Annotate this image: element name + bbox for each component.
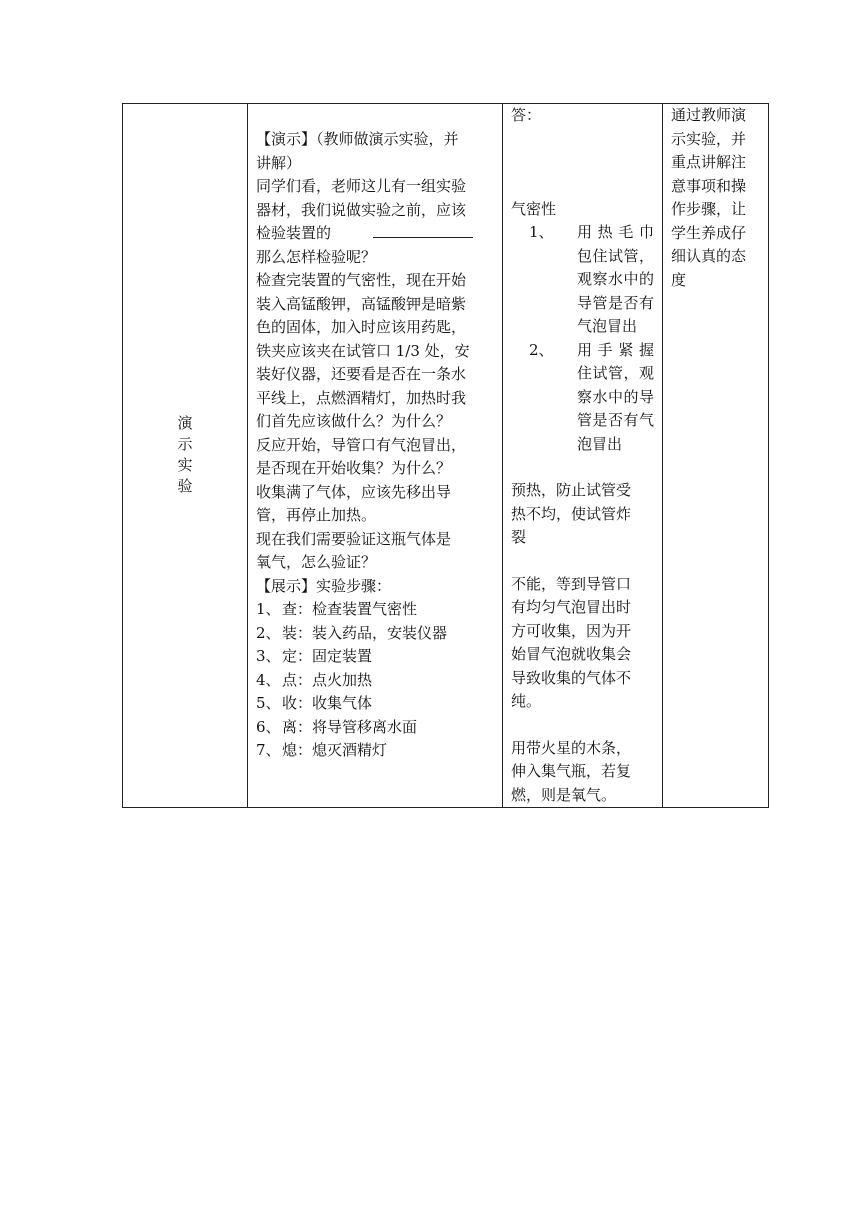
method-line: 气泡冒出 bbox=[577, 317, 638, 335]
method-text bbox=[577, 221, 654, 339]
section-cell bbox=[123, 104, 248, 808]
step-number: 7、 bbox=[256, 741, 281, 759]
demo-intro-text: （教师做演示实验，并 bbox=[316, 130, 459, 148]
show-tag: 【展示】 bbox=[256, 576, 317, 595]
answer-verify-line: 用带火星的木条， bbox=[511, 738, 632, 757]
method-line: 住试管，观 bbox=[577, 364, 654, 382]
step-text: 定：固定装置 bbox=[282, 647, 373, 665]
step-number: 2、 bbox=[256, 623, 281, 642]
demo-p3-line: 现在我们需要验证这瓶气体是 bbox=[256, 529, 452, 548]
answer-verify-line: 燃，则是氧气。 bbox=[511, 785, 617, 804]
demo-p3-line: 是否现在开始收集？为什么？ bbox=[256, 459, 452, 477]
purpose-line: 作步骤，让 bbox=[671, 200, 747, 218]
method-number: 2、 bbox=[529, 340, 554, 359]
step-number: 5、 bbox=[256, 694, 281, 712]
purpose-line: 重点讲解注 bbox=[671, 153, 747, 171]
list-item bbox=[256, 739, 494, 763]
method-line: 泡冒出 bbox=[577, 434, 623, 453]
answer-no-line: 始冒气泡就收集会 bbox=[511, 645, 632, 663]
demo-p1-last bbox=[256, 222, 494, 246]
method-line: 包住试管， bbox=[577, 246, 654, 265]
answer-preheat-line: 预热，防止试管受 bbox=[511, 481, 632, 499]
demo-intro-tag: 【演示】 bbox=[256, 130, 317, 148]
demo-p3-line: 装好仪器，还要看是否在一条水 bbox=[256, 365, 467, 383]
demo-p3-line: 们首先应该做什么？为什么？ bbox=[256, 412, 452, 430]
answer-no-line: 导致收集的气体不 bbox=[511, 668, 632, 687]
answer-no-line: 不能，等到导管口 bbox=[511, 574, 632, 593]
demo-p3-line: 色的固体，加入时应该用药匙， bbox=[256, 318, 467, 336]
lesson-table bbox=[122, 103, 769, 808]
list-item bbox=[256, 645, 494, 669]
step-text: 离：将导管移离水面 bbox=[282, 717, 418, 736]
section-label: 演示实验 bbox=[177, 413, 193, 495]
list-item bbox=[511, 339, 654, 457]
list-item bbox=[256, 669, 494, 693]
purpose-line: 通过教师演 bbox=[671, 106, 747, 124]
demo-p3-line: 氧气，怎么验证？ bbox=[256, 553, 377, 571]
demo-p1-line: 检验装置的 bbox=[256, 224, 332, 242]
demo-p3-line: 平线上，点燃酒精灯，加热时我 bbox=[256, 388, 467, 407]
step-number: 4、 bbox=[256, 670, 281, 689]
show-heading bbox=[256, 575, 494, 599]
demo-intro-cont: 讲解） bbox=[256, 153, 302, 172]
list-item bbox=[256, 692, 494, 716]
demo-intro bbox=[256, 128, 494, 152]
answer-no-line: 有均匀气泡冒出时 bbox=[511, 598, 632, 616]
answer-preheat-line: 裂 bbox=[511, 528, 527, 546]
method-text bbox=[577, 339, 654, 457]
table-row bbox=[123, 104, 769, 808]
demo-p1-line: 同学们看，老师这儿有一组实验 bbox=[256, 177, 467, 195]
step-number: 3、 bbox=[256, 647, 281, 665]
answer-no-line: 方可收集，因为开 bbox=[511, 621, 632, 640]
list-item bbox=[511, 221, 654, 339]
step-text: 装：装入药品，安装仪器 bbox=[282, 623, 448, 642]
answer-no-line: 纯。 bbox=[511, 692, 542, 710]
demo-p3-line: 检查完装置的气密性，现在开始 bbox=[256, 271, 467, 289]
step-text: 查：检查装置气密性 bbox=[282, 600, 418, 618]
method-number: 1、 bbox=[529, 223, 554, 241]
method-line: 用热毛巾 bbox=[577, 223, 654, 241]
purpose-line: 意事项和操 bbox=[671, 176, 747, 195]
demo-p3-line: 反应开始，导管口有气泡冒出， bbox=[256, 435, 467, 454]
demo-p3-line: 收集满了气体，应该先移出导 bbox=[256, 482, 452, 501]
demo-p3-line: 管，再停止加热。 bbox=[256, 506, 377, 524]
answer-cell bbox=[503, 104, 663, 808]
answer-head: 答： bbox=[511, 106, 542, 124]
method-line: 察水中的导 bbox=[577, 387, 654, 406]
method-line: 管是否有气 bbox=[577, 411, 654, 429]
list-item bbox=[256, 716, 494, 740]
demo-question: 那么怎样检验呢？ bbox=[256, 247, 377, 266]
list-item bbox=[256, 622, 494, 646]
purpose-line: 细认真的态 bbox=[671, 247, 747, 265]
demo-p1-line: 器材，我们说做实验之前，应该 bbox=[256, 200, 467, 219]
demo-cell bbox=[248, 104, 503, 808]
purpose-line: 示实验，并 bbox=[671, 129, 747, 148]
answer-airtight: 气密性 bbox=[511, 199, 557, 218]
list-item bbox=[256, 598, 494, 622]
answer-verify-line: 伸入集气瓶，若复 bbox=[511, 762, 632, 780]
show-text: 实验步骤： bbox=[316, 576, 392, 595]
demo-p3-line: 装入高锰酸钾，高锰酸钾是暗紫 bbox=[256, 294, 467, 313]
step-number: 6、 bbox=[256, 717, 281, 736]
step-number: 1、 bbox=[256, 600, 281, 618]
step-text: 熄：熄灭酒精灯 bbox=[282, 741, 388, 759]
step-text: 收：收集气体 bbox=[282, 694, 373, 712]
method-line: 导管是否有 bbox=[577, 293, 654, 312]
demo-p3-line: 铁夹应该夹在试管口 1/3 处，安 bbox=[256, 341, 470, 360]
answer-preheat-line: 热不均，使试管炸 bbox=[511, 504, 632, 523]
method-line: 用手紧握 bbox=[577, 340, 654, 359]
method-line: 观察水中的 bbox=[577, 270, 654, 288]
fill-in-blank bbox=[373, 223, 473, 238]
step-text: 点：点火加热 bbox=[282, 670, 373, 689]
purpose-line: 学生养成仔 bbox=[671, 223, 747, 242]
purpose-line: 度 bbox=[671, 270, 687, 289]
purpose-cell bbox=[663, 104, 769, 808]
